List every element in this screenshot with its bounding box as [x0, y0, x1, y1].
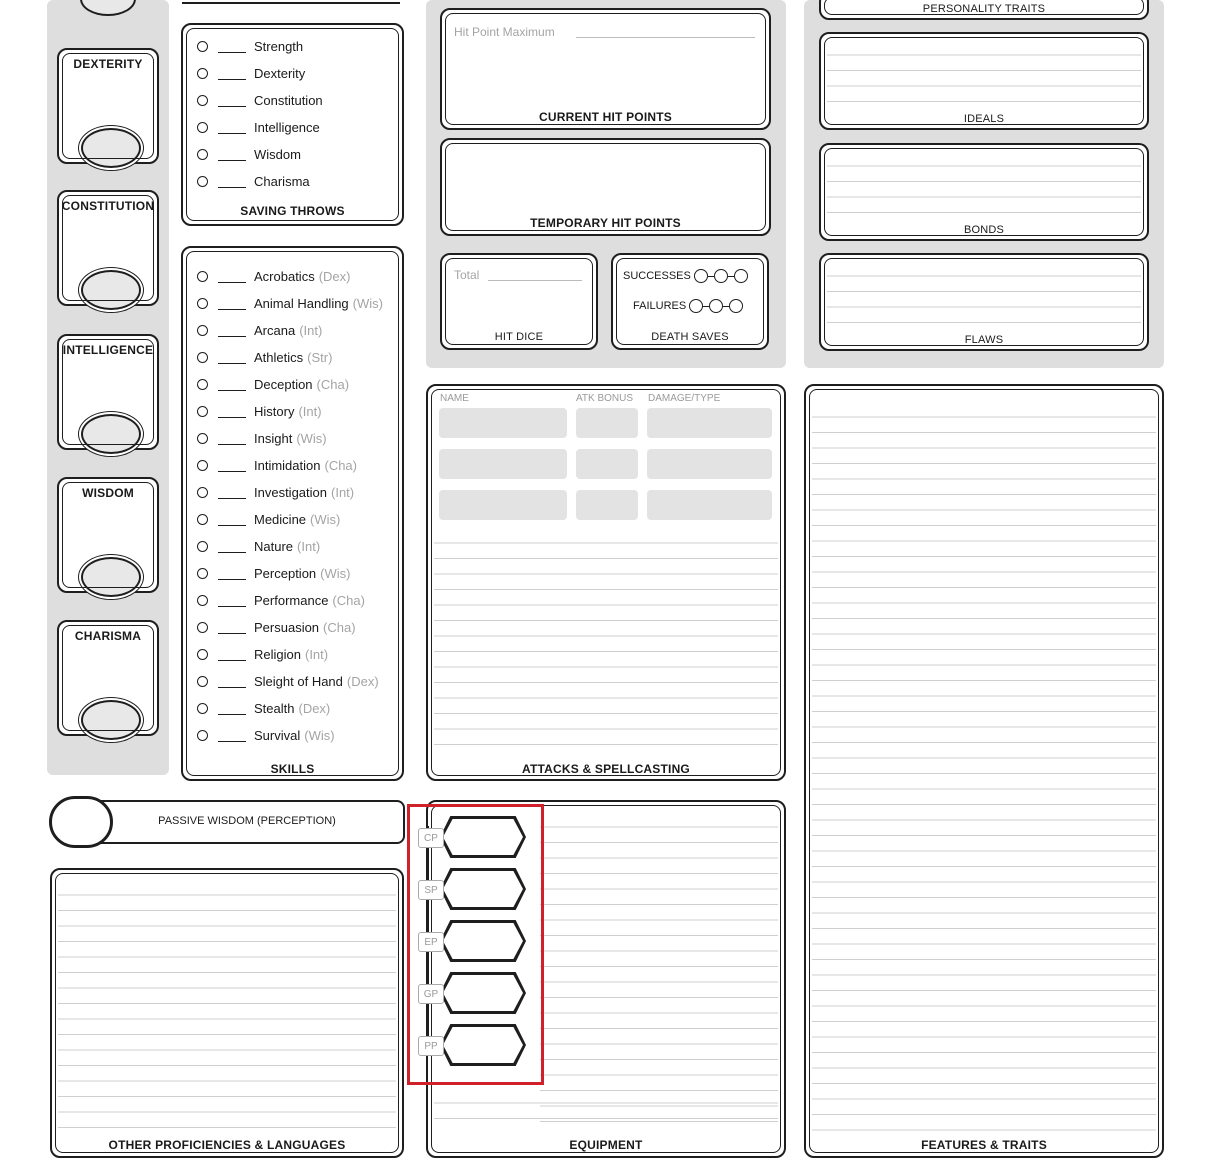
- attack-3-name[interactable]: [439, 490, 567, 520]
- skill-value[interactable]: [218, 486, 246, 499]
- death-successes-label: SUCCESSES: [623, 270, 691, 282]
- ideals-title: IDEALS: [963, 113, 1005, 125]
- skill-row: [197, 698, 330, 718]
- skill-row: [197, 293, 383, 313]
- attacks-title: ATTACKS & SPELLCASTING: [522, 762, 690, 776]
- attack-1-name[interactable]: [439, 408, 567, 438]
- skill-attribute: (Wis): [320, 565, 351, 581]
- skill-attribute: (Int): [299, 322, 323, 338]
- attack-bonus-header: ATK BONUS: [576, 393, 634, 404]
- saving-throws-panel: [181, 23, 404, 226]
- death-saves-title: DEATH SAVES: [651, 331, 729, 343]
- coin-label: CP: [418, 828, 444, 848]
- equipment-lines[interactable]: [540, 812, 778, 1132]
- ability-name: WISDOM: [82, 486, 134, 500]
- attack-2-name[interactable]: [439, 449, 567, 479]
- features-traits-panel[interactable]: [804, 384, 1164, 1158]
- equipment-title: EQUIPMENT: [569, 1138, 643, 1152]
- skill-proficiency-radio[interactable]: [197, 487, 208, 498]
- skill-label: Medicine: [254, 511, 307, 527]
- skill-proficiency-radio[interactable]: [197, 460, 208, 471]
- skill-value[interactable]: [218, 648, 246, 661]
- skill-value[interactable]: [218, 540, 246, 553]
- skill-row: [197, 563, 350, 583]
- saving-throws-title: SAVING THROWS: [240, 204, 345, 218]
- ability-card-intelligence[interactable]: [57, 334, 159, 450]
- hit-dice-box[interactable]: [440, 253, 598, 350]
- ability-card-constitution[interactable]: [57, 190, 159, 306]
- skill-value[interactable]: [218, 270, 246, 283]
- success-check-3[interactable]: [734, 269, 748, 283]
- skill-proficiency-radio[interactable]: [197, 406, 208, 417]
- bonds-title: BONDS: [963, 224, 1005, 236]
- skill-row: [197, 644, 328, 664]
- attack-1-bonus[interactable]: [576, 408, 638, 438]
- saving-throw-proficiency-radio[interactable]: [197, 122, 208, 133]
- skill-value[interactable]: [218, 621, 246, 634]
- passive-wisdom-label: PASSIVE WISDOM (PERCEPTION): [158, 815, 336, 827]
- saving-throw-proficiency-radio[interactable]: [197, 176, 208, 187]
- ability-modifier-oval[interactable]: [81, 128, 141, 168]
- failure-check-1[interactable]: [689, 299, 703, 313]
- ability-modifier-oval[interactable]: [81, 414, 141, 454]
- features-traits-title: FEATURES & TRAITS: [921, 1138, 1047, 1152]
- hp-max-label: Hit Point Maximum: [454, 25, 555, 39]
- skill-row: [197, 347, 332, 367]
- attacks-notes-lines[interactable]: [434, 528, 778, 755]
- skill-proficiency-radio[interactable]: [197, 649, 208, 660]
- skill-attribute: (Wis): [310, 511, 341, 527]
- attack-1-damage[interactable]: [647, 408, 772, 438]
- skill-label: Animal Handling: [254, 295, 349, 311]
- skill-proficiency-radio[interactable]: [197, 271, 208, 282]
- ideals-lines: [827, 40, 1141, 108]
- saving-throw-row: [197, 171, 310, 191]
- skill-value[interactable]: [218, 432, 246, 445]
- skill-value[interactable]: [218, 729, 246, 742]
- saving-throw-value[interactable]: [218, 40, 246, 53]
- ability-name: DEXTERITY: [73, 57, 143, 71]
- skill-proficiency-radio[interactable]: [197, 379, 208, 390]
- skill-attribute: (Dex): [346, 673, 379, 689]
- equipment-lines-lower[interactable]: [434, 1088, 778, 1132]
- hit-dice-total-line[interactable]: [488, 280, 582, 281]
- skill-proficiency-radio[interactable]: [197, 433, 208, 444]
- skill-attribute: (Cha): [316, 376, 350, 392]
- success-check-1[interactable]: [694, 269, 708, 283]
- skill-row: [197, 401, 322, 421]
- saving-throw-row: [197, 36, 303, 56]
- ability-name: CHARISMA: [74, 629, 142, 643]
- bonds-lines: [827, 151, 1141, 219]
- other-proficiencies-title: OTHER PROFICIENCIES & LANGUAGES: [108, 1138, 346, 1152]
- skill-label: Intimidation: [254, 457, 321, 473]
- saving-throw-label: Intelligence: [254, 119, 320, 135]
- saving-throw-label: Wisdom: [254, 146, 301, 162]
- skill-proficiency-radio[interactable]: [197, 514, 208, 525]
- skill-value[interactable]: [218, 594, 246, 607]
- skill-proficiency-radio[interactable]: [197, 595, 208, 606]
- skills-panel: [181, 246, 404, 781]
- flaws-title: FLAWS: [964, 334, 1004, 346]
- saving-throw-row: [197, 63, 305, 83]
- skill-attribute: (Str): [307, 349, 333, 365]
- skills-title: SKILLS: [270, 762, 315, 776]
- saving-throw-label: Dexterity: [254, 65, 306, 81]
- features-lines: [812, 402, 1156, 1132]
- skill-label: Deception: [254, 376, 313, 392]
- saving-throw-label: Strength: [254, 38, 304, 54]
- hit-dice-title: HIT DICE: [494, 331, 544, 343]
- skill-row: [197, 590, 365, 610]
- coin-purse-highlight: [407, 804, 544, 1085]
- skill-attribute: (Dex): [318, 268, 351, 284]
- saving-throw-value[interactable]: [218, 94, 246, 107]
- death-failures-label: FAILURES: [633, 300, 687, 312]
- skill-value[interactable]: [218, 324, 246, 337]
- ability-card-charisma[interactable]: [57, 620, 159, 736]
- hit-dice-total-label: Total: [454, 268, 480, 282]
- skill-label: Nature: [254, 538, 294, 554]
- temporary-hp-title: TEMPORARY HIT POINTS: [530, 216, 681, 230]
- attacks-panel: [426, 384, 786, 781]
- failure-check-2[interactable]: [709, 299, 723, 313]
- saving-throw-value[interactable]: [218, 148, 246, 161]
- skill-proficiency-radio[interactable]: [197, 703, 208, 714]
- skill-label: Stealth: [254, 700, 295, 716]
- proficiencies-lines: [58, 880, 396, 1132]
- coin-label: GP: [418, 984, 444, 1004]
- skill-label: Persuasion: [254, 619, 320, 635]
- ability-modifier-oval[interactable]: [81, 557, 141, 597]
- skill-proficiency-radio[interactable]: [197, 298, 208, 309]
- saving-throw-value[interactable]: [218, 175, 246, 188]
- skill-row: [197, 509, 340, 529]
- skill-row: [197, 428, 327, 448]
- skill-value[interactable]: [218, 459, 246, 472]
- success-check-2[interactable]: [714, 269, 728, 283]
- attack-2-bonus[interactable]: [576, 449, 638, 479]
- saving-throw-label: Constitution: [254, 92, 323, 108]
- skill-label: Performance: [254, 592, 329, 608]
- skill-attribute: (Dex): [298, 700, 331, 716]
- skill-attribute: (Cha): [324, 457, 357, 473]
- current-hp-title: CURRENT HIT POINTS: [539, 110, 672, 124]
- skill-attribute: (Int): [331, 484, 355, 500]
- ability-name: CONSTITUTION: [61, 199, 155, 213]
- saving-throw-value[interactable]: [218, 121, 246, 134]
- failure-check-3[interactable]: [729, 299, 743, 313]
- skill-label: History: [254, 403, 295, 419]
- death-saves-box: [611, 253, 769, 350]
- skill-proficiency-radio[interactable]: [197, 325, 208, 336]
- skill-attribute: (Wis): [296, 430, 327, 446]
- skill-row: [197, 536, 320, 556]
- attack-3-damage[interactable]: [647, 490, 772, 520]
- skill-value[interactable]: [218, 567, 246, 580]
- other-proficiencies-panel[interactable]: [50, 868, 404, 1158]
- passive-wisdom-score[interactable]: [49, 796, 113, 848]
- saving-throw-proficiency-radio[interactable]: [197, 68, 208, 79]
- skill-row: [197, 617, 356, 637]
- skill-row: [197, 725, 335, 745]
- ability-modifier-oval[interactable]: [81, 700, 141, 740]
- ability-card-dexterity[interactable]: [57, 48, 159, 164]
- skill-label: Insight: [254, 430, 293, 446]
- flaws-lines: [827, 261, 1141, 329]
- saving-throw-row: [197, 117, 320, 137]
- attack-name-header: NAME: [440, 393, 469, 404]
- death-successes-row: [623, 269, 748, 283]
- coin-label: SP: [418, 880, 444, 900]
- attack-damage-header: DAMAGE/TYPE: [648, 393, 721, 404]
- passive-wisdom-label-box: [89, 800, 405, 844]
- saving-throw-proficiency-radio[interactable]: [197, 149, 208, 160]
- skill-proficiency-radio[interactable]: [197, 541, 208, 552]
- inspiration-bar-partial: [182, 0, 400, 4]
- ability-card-wisdom[interactable]: [57, 477, 159, 593]
- skill-value[interactable]: [218, 405, 246, 418]
- skill-label: Athletics: [254, 349, 304, 365]
- skill-row: [197, 266, 350, 286]
- passive-wisdom-bar: [49, 800, 405, 844]
- skill-value[interactable]: [218, 513, 246, 526]
- attack-2-damage[interactable]: [647, 449, 772, 479]
- skill-row: [197, 455, 357, 475]
- current-hp-box[interactable]: [440, 8, 771, 130]
- skill-attribute: (Int): [297, 538, 321, 554]
- skill-attribute: (Int): [304, 646, 329, 662]
- bonds-box[interactable]: [819, 143, 1149, 241]
- skill-label: Perception: [254, 565, 317, 581]
- temporary-hp-box[interactable]: [440, 138, 771, 236]
- skill-value[interactable]: [218, 675, 246, 688]
- skill-row: [197, 671, 379, 691]
- skill-proficiency-radio[interactable]: [197, 568, 208, 579]
- skill-label: Acrobatics: [254, 268, 315, 284]
- skill-proficiency-radio[interactable]: [197, 622, 208, 633]
- flaws-box[interactable]: [819, 253, 1149, 351]
- death-failures-row: [633, 299, 743, 313]
- saving-throw-label: Charisma: [254, 173, 310, 189]
- skill-proficiency-radio[interactable]: [197, 730, 208, 741]
- skill-attribute: (Int): [298, 403, 322, 419]
- skill-label: Arcana: [254, 322, 296, 338]
- skill-value[interactable]: [218, 702, 246, 715]
- personality-traits-title: PERSONALITY TRAITS: [922, 3, 1046, 15]
- skill-label: Religion: [254, 646, 301, 662]
- saving-throw-proficiency-radio[interactable]: [197, 95, 208, 106]
- saving-throw-row: [197, 90, 323, 110]
- coin-label: PP: [418, 1036, 444, 1056]
- skill-attribute: (Cha): [323, 619, 356, 635]
- saving-throw-proficiency-radio[interactable]: [197, 41, 208, 52]
- skill-attribute: (Wis): [352, 295, 383, 311]
- skill-label: Survival: [254, 727, 301, 743]
- skill-label: Sleight of Hand: [254, 673, 343, 689]
- skill-row: [197, 374, 349, 394]
- skill-value[interactable]: [218, 351, 246, 364]
- saving-throw-value[interactable]: [218, 67, 246, 80]
- ability-modifier-oval[interactable]: [81, 270, 141, 310]
- skill-proficiency-radio[interactable]: [197, 676, 208, 687]
- coin-label: EP: [418, 932, 444, 952]
- attack-3-bonus[interactable]: [576, 490, 638, 520]
- saving-throw-row: [197, 144, 301, 164]
- skill-value[interactable]: [218, 297, 246, 310]
- skill-attribute: (Wis): [304, 727, 335, 743]
- hp-max-line[interactable]: [576, 37, 755, 38]
- personality-traits-box[interactable]: [819, 0, 1149, 20]
- skill-proficiency-radio[interactable]: [197, 352, 208, 363]
- ideals-box[interactable]: [819, 32, 1149, 130]
- skill-value[interactable]: [218, 378, 246, 391]
- skill-row: [197, 320, 322, 340]
- skill-label: Investigation: [254, 484, 327, 500]
- ability-name: INTELLIGENCE: [62, 343, 154, 357]
- skill-attribute: (Cha): [332, 592, 365, 608]
- skill-row: [197, 482, 354, 502]
